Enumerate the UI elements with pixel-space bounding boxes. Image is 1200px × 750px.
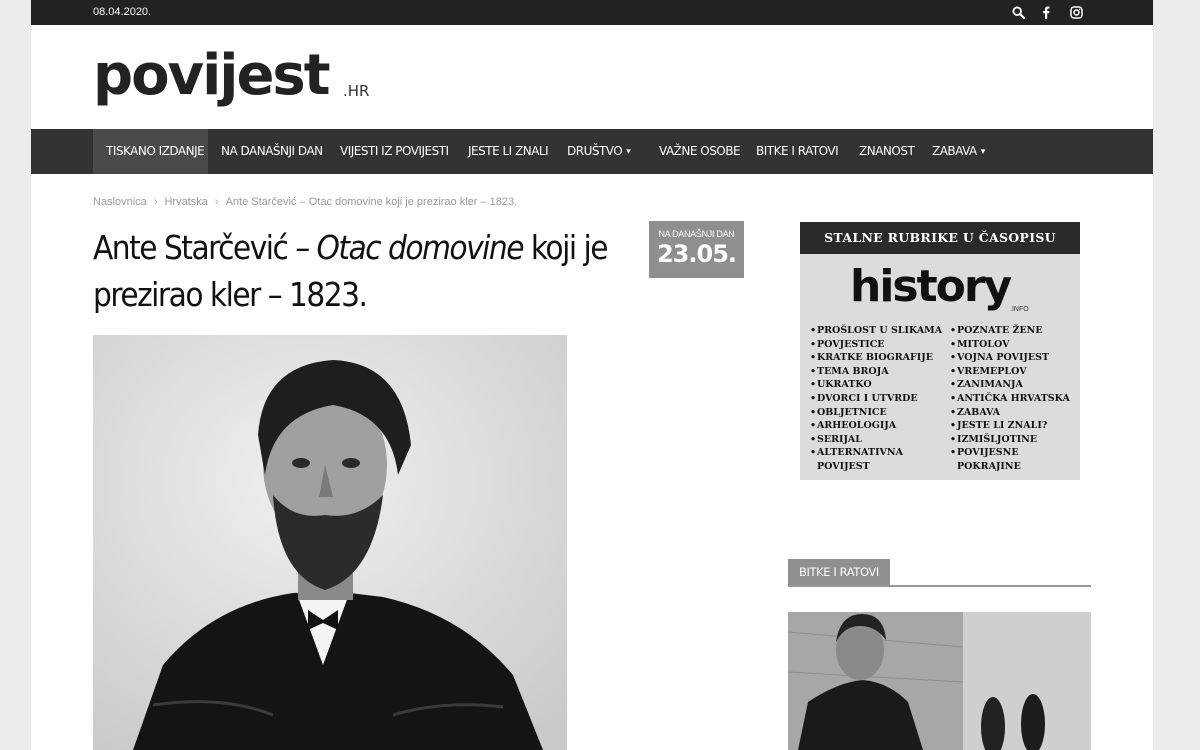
article-featured-image [93,335,567,750]
banner-list-item: •ZANIMANJA [950,379,1023,391]
banner-header: STALNE RUBRIKE U ČASOPISU [800,222,1080,254]
banner-list-left [810,324,942,474]
on-this-day-badge[interactable] [649,221,744,278]
breadcrumb-home[interactable]: Naslovnica [93,196,147,208]
breadcrumb-current: Ante Starčević – Otac domovine koji je prezirao kler – 1823. [225,196,518,208]
banner-list-item: •PROŠLOST U SLIKAMA [810,325,943,336]
banner-list-item: •DVORCI I UTVRDE [810,392,918,404]
banner-list-item: •VOJNA POVIJEST [950,352,1050,364]
chevron-down-icon: ▾ [626,147,631,157]
facebook-icon[interactable] [1038,4,1054,20]
nav-item-vijesti-iz-povijesti[interactable]: VIJESTI IZ POVIJESTI [340,144,449,158]
banner-list-item: •IZMIŠLJOTINE [950,433,1038,445]
sidebar-section-label[interactable]: BITKE I RATOVI [788,559,890,585]
nav-item-zabava[interactable]: ZABAVA ▾ [932,144,985,158]
current-date: 08.04.2020. [93,6,152,18]
banner-list-right [950,324,1070,474]
banner-list-item: •SERIJAL [810,433,862,445]
banner-list-item: •UKRATKO [810,379,872,391]
logo-tld: .HR [343,82,370,100]
site-logo[interactable] [93,44,373,116]
instagram-icon[interactable] [1068,4,1084,20]
banner-list-item: •ZABAVA [950,406,1001,418]
banner-list-item: •ARHEOLOGIJA [810,420,897,432]
logo-text: povijest [93,43,329,108]
banner-list-item: •POZNATE ŽENE [950,325,1043,336]
on-this-day-label: NA DANAŠNJI DAN [658,229,735,239]
search-icon[interactable] [1010,4,1026,20]
sidebar-article-thumbnail[interactable] [788,612,1091,750]
article-title-italic: Otac domovine [316,228,523,267]
nav-item-bitke-i-ratovi[interactable]: BITKE I RATOVI [756,144,839,158]
sidebar-section-header [788,559,1091,587]
banner-list-item: •VREMEPLOV [950,365,1027,377]
breadcrumb-separator: › [214,196,219,208]
nav-item-jeste-li-znali[interactable]: JESTE LI ZNALI [468,144,549,158]
banner-list-item: •ALTERNATIVNA [810,447,903,459]
on-this-day-date: 23.05. [656,240,737,268]
nav-item-drustvo[interactable]: DRUŠTVO ▾ [567,144,631,158]
banner-list-item: •POVJESTICE [810,338,885,350]
banner-list-item: •ANTIČKA HRVATSKA [950,392,1070,404]
main-nav [31,129,1153,174]
breadcrumb [93,196,517,208]
nav-item-vazne-osobe[interactable]: VAŽNE OSOBE [659,144,741,158]
banner-list-item: •POVIJESNE [950,447,1019,459]
breadcrumb-separator: › [153,196,158,208]
banner-list-item: •KRATKE BIOGRAFIJE [810,352,933,364]
banner-list-item: •MITOLOV [950,338,1010,350]
nav-item-na-danasnji-dan[interactable]: NA DANAŠNJI DAN [221,144,323,158]
banner-brand-suffix: .INFO [1010,306,1029,313]
page [31,0,1153,750]
nav-item-tiskano-izdanje[interactable]: TISKANO IZDANJE [93,129,208,174]
article-title: Ante Starčević – Otac domovine koji je prezirao kler – 1823. [93,228,608,314]
banner-list-item: POVIJEST [817,460,870,472]
nav-item-znanost[interactable]: ZNANOST [859,144,915,158]
banner-brand: history [850,261,1011,312]
banner-list-item: POKRAJINE [957,460,1021,472]
chevron-down-icon: ▾ [980,147,985,157]
breadcrumb-category[interactable]: Hrvatska [164,196,208,208]
banner-list-item: •JESTE LI ZNALI? [950,420,1048,432]
banner-list-item: •TEMA BROJA [810,365,889,377]
magazine-banner[interactable] [800,222,1080,480]
top-bar [31,0,1153,25]
banner-list-item: •OBLJETNICE [810,406,887,418]
